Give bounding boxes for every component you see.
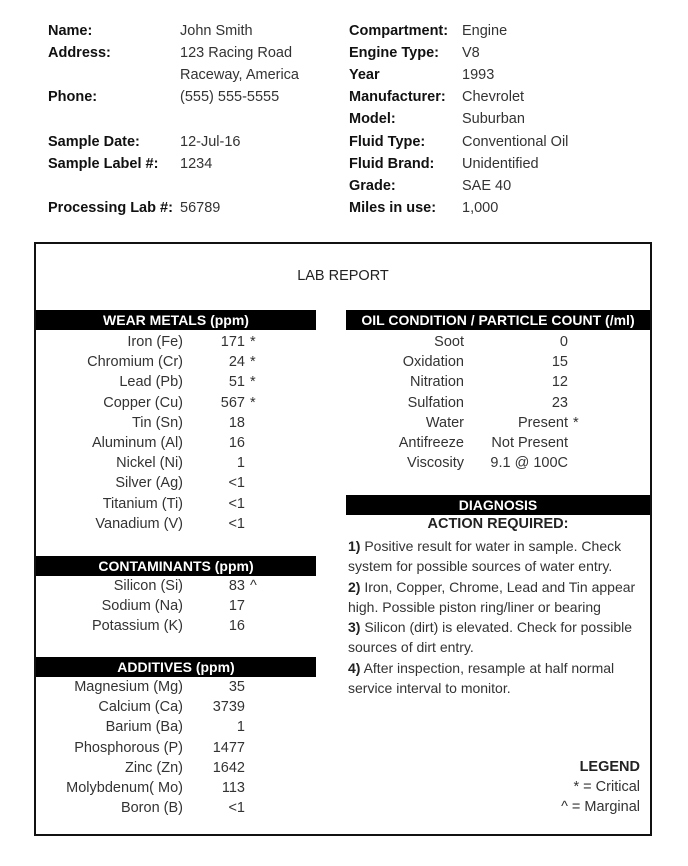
sample-label-value: 1234 — [180, 156, 213, 172]
diagnosis-item: 2) Iron, Copper, Chrome, Lead and Tin appear high. Possible piston ring/liner or bearing — [348, 578, 636, 615]
contaminants-heading: CONTAMINANTS (ppm) — [36, 556, 316, 576]
table-row — [36, 738, 650, 758]
diagnosis-item: 4) After inspection, resample at half normal service interval to monitor. — [348, 659, 615, 697]
row-label: Chromium (Cr) — [87, 354, 183, 371]
row-value: <1 — [228, 800, 245, 817]
row-value: 567 — [220, 394, 245, 411]
row-label: Molybdenum( Mo) — [66, 780, 183, 796]
row-value: 83 — [228, 578, 245, 594]
grade-label: Grade: — [349, 178, 396, 194]
legend-critical: * = Critical — [573, 779, 640, 795]
row-label: Silicon (Si) — [113, 578, 183, 594]
table-row — [36, 758, 650, 778]
row-value: 0 — [559, 334, 568, 350]
row-flag: * — [250, 354, 256, 371]
address-line1: 123 Racing Road — [180, 45, 293, 61]
table-row — [36, 717, 650, 737]
action-required-heading: ACTION REQUIRED: — [427, 516, 569, 532]
row-value: 24 — [228, 354, 245, 371]
row-value: 51 — [228, 374, 245, 391]
table-row — [36, 453, 650, 473]
lab-report-box — [34, 242, 652, 836]
row-label: Barium (Ba) — [105, 719, 183, 736]
row-label: Tin (Sn) — [131, 414, 183, 431]
fluid-type-value: Conventional Oil — [462, 134, 569, 150]
table-row — [36, 798, 650, 818]
engine-type-label: Engine Type: — [349, 45, 439, 61]
row-value: 35 — [228, 679, 245, 695]
processing-lab-value: 56789 — [180, 200, 221, 216]
wear-metals-heading: WEAR METALS (ppm) — [36, 310, 316, 330]
lab-report-title: LAB REPORT — [297, 268, 389, 284]
compartment-label: Compartment: — [349, 23, 449, 39]
year-value: 1993 — [462, 67, 495, 83]
row-label: Soot — [434, 334, 464, 350]
row-label: Titanium (Ti) — [102, 495, 183, 512]
row-label: Aluminum (Al) — [91, 435, 183, 451]
diagnosis-text — [348, 536, 648, 698]
row-value: <1 — [228, 475, 245, 492]
row-flag: * — [250, 374, 256, 391]
row-value: 18 — [228, 414, 245, 431]
row-value: <1 — [228, 495, 245, 512]
sample-date-label: Sample Date: — [48, 134, 140, 150]
row-value: 3739 — [212, 699, 245, 716]
row-flag: * — [573, 414, 579, 431]
row-value: <1 — [228, 515, 245, 532]
oil-condition-heading: OIL CONDITION / PARTICLE COUNT (/ml) — [346, 310, 650, 330]
name-label: Name: — [48, 23, 93, 39]
phone-label: Phone: — [48, 89, 98, 105]
diagnosis-item: 1) Positive result for water in sample. Check system for possible sources of water entry. — [348, 538, 622, 575]
table-row — [36, 413, 650, 433]
additives-heading: ADDITIVES (ppm) — [36, 657, 316, 677]
address-label: Address: — [48, 45, 111, 61]
table-row — [36, 473, 650, 493]
row-value: Present — [518, 414, 568, 431]
row-flag: * — [250, 334, 256, 350]
processing-lab-label: Processing Lab #: — [48, 200, 173, 216]
row-value: 15 — [551, 354, 568, 371]
row-label: Water — [425, 414, 464, 431]
row-value: 9.1 @ 100C — [490, 455, 568, 472]
row-flag: ^ — [250, 578, 257, 594]
row-label: Potassium (K) — [91, 618, 183, 635]
row-flag: * — [250, 394, 256, 411]
row-label: Magnesium (Mg) — [74, 679, 183, 695]
table-row — [36, 352, 650, 372]
legend-heading: LEGEND — [579, 759, 640, 775]
table-row — [36, 393, 650, 413]
year-label: Year — [349, 67, 380, 83]
row-label: Oxidation — [402, 354, 464, 371]
row-label: Silver (Ag) — [115, 475, 183, 492]
diagnosis-item: 3) Silicon (dirt) is elevated. Check for possible sources of dirt entry. — [348, 619, 633, 656]
fluid-brand-value: Unidentified — [462, 156, 539, 172]
row-value: 1642 — [212, 759, 245, 776]
name-value: John Smith — [180, 23, 253, 39]
manufacturer-value: Chevrolet — [462, 89, 525, 105]
row-label: Phosphorous (P) — [74, 739, 183, 756]
table-row — [36, 433, 650, 453]
sample-label-label: Sample Label #: — [48, 156, 159, 172]
compartment-value: Engine — [462, 23, 508, 39]
row-label: Iron (Fe) — [127, 334, 183, 350]
row-label: Copper (Cu) — [103, 394, 183, 411]
model-label: Model: — [349, 111, 396, 127]
row-label: Sodium (Na) — [101, 598, 183, 615]
fluid-type-label: Fluid Type: — [349, 134, 426, 150]
row-value: 16 — [228, 618, 245, 635]
row-value: Not Present — [491, 435, 568, 451]
legend — [561, 757, 640, 817]
row-label: Lead (Pb) — [119, 374, 183, 391]
manufacturer-label: Manufacturer: — [349, 89, 446, 105]
table-row — [36, 778, 650, 798]
row-label: Zinc (Zn) — [125, 759, 183, 776]
row-value: 17 — [228, 598, 245, 615]
row-value: 16 — [228, 435, 245, 451]
model-value: Suburban — [462, 111, 525, 127]
row-label: Antifreeze — [398, 435, 464, 451]
row-label: Nickel (Ni) — [116, 455, 183, 472]
miles-value: 1,000 — [462, 200, 499, 216]
fluid-brand-label: Fluid Brand: — [349, 156, 435, 172]
legend-marginal: ^ = Marginal — [561, 799, 640, 815]
table-row — [36, 372, 650, 392]
row-value: 113 — [221, 780, 245, 796]
row-label: Vanadium (V) — [95, 515, 183, 532]
row-value: 12 — [551, 374, 568, 391]
row-label: Boron (B) — [120, 800, 183, 817]
row-label: Calcium (Ca) — [98, 699, 183, 716]
row-value: 1 — [236, 719, 245, 736]
diagnosis-heading: DIAGNOSIS — [346, 495, 650, 515]
miles-label: Miles in use: — [349, 200, 437, 216]
table-row — [36, 332, 650, 352]
engine-type-value: V8 — [462, 45, 480, 61]
row-label: Viscosity — [407, 455, 464, 472]
row-label: Sulfation — [407, 394, 464, 411]
phone-value: (555) 555-5555 — [180, 89, 280, 105]
grade-value: SAE 40 — [462, 178, 512, 194]
row-value: 171 — [220, 334, 245, 350]
address-line2: Raceway, America — [180, 67, 299, 83]
row-value: 1 — [236, 455, 245, 472]
table-row — [36, 697, 650, 717]
row-value: 23 — [551, 394, 568, 411]
row-value: 1477 — [212, 739, 245, 756]
row-label: Nitration — [410, 374, 464, 391]
sample-date-value: 12-Jul-16 — [180, 134, 241, 150]
